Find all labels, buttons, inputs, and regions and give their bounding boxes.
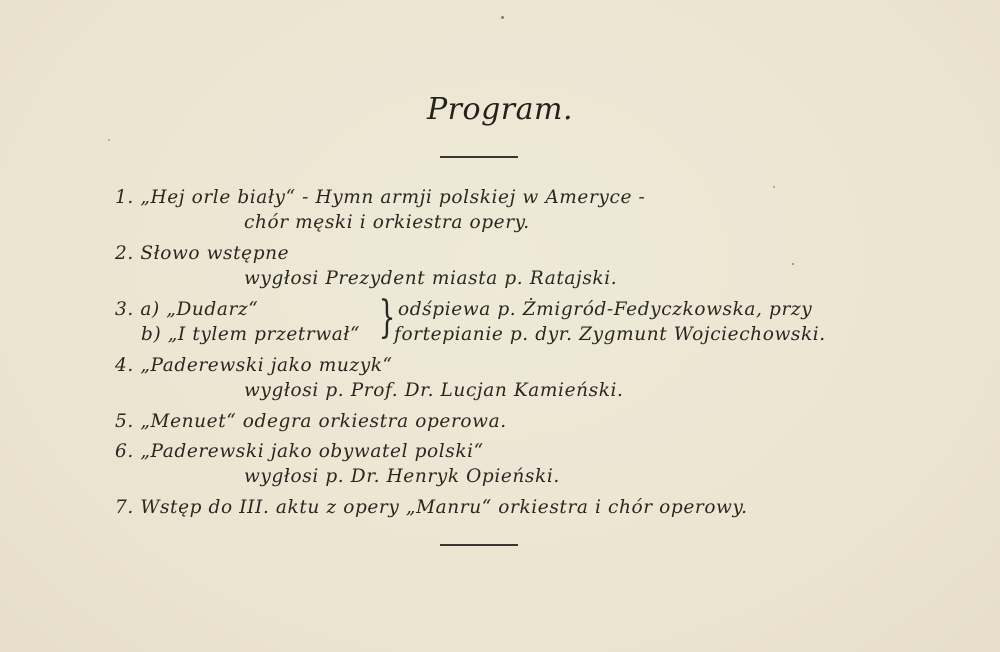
item-number: 6.: [115, 441, 134, 462]
paper-speck: [501, 16, 504, 19]
item-text: Słowo wstępne: [140, 243, 290, 264]
program-item-5: [115, 411, 507, 432]
divider-top: [440, 156, 518, 158]
program-item-7: [115, 497, 748, 518]
paper-speck: [108, 139, 110, 141]
paper-speck: [792, 263, 794, 265]
item-number: 4.: [115, 355, 134, 376]
program-item-2-detail: wygłosi Prezydent miasta p. Ratajski.: [244, 268, 618, 289]
program-item-3-performer-2: fortepianie p. dyr. Zygmunt Wojciechowski.: [394, 324, 826, 345]
item-number: 3.: [115, 299, 134, 320]
program-item-3-performer-1: odśpiewa p. Żmigród-Fedyczkowska, przy: [398, 299, 813, 320]
item-number: 1.: [115, 187, 134, 208]
program-item-4-detail: wygłosi p. Prof. Dr. Lucjan Kamieński.: [244, 380, 624, 401]
brace-symbol: }: [378, 292, 396, 343]
item-number: 2.: [115, 243, 134, 264]
item-text: „Paderewski jako muzyk“: [140, 355, 393, 376]
paper-speck: [773, 186, 775, 188]
program-item-1: [115, 187, 645, 208]
divider-bottom: [440, 544, 518, 546]
item-text: „Paderewski jako obywatel polski“: [140, 441, 484, 462]
program-item-6-detail: wygłosi p. Dr. Henryk Opieński.: [244, 466, 560, 487]
program-item-2: [115, 243, 289, 264]
item-text: „Menuet“ odegra orkiestra operowa.: [140, 411, 507, 432]
item-sub-a: a) „Dudarz“: [140, 299, 259, 320]
program-item-6: [115, 441, 484, 462]
item-number: 5.: [115, 411, 134, 432]
program-item-4: [115, 355, 393, 376]
page-title: Program.: [426, 92, 573, 127]
item-number: 7.: [115, 497, 134, 518]
item-text: „Hej orle biały“ - Hymn armji polskiej w Ameryce -: [140, 187, 646, 208]
program-item-1-detail: chór męski i orkiestra opery.: [244, 212, 530, 233]
program-item-3a: [115, 299, 258, 320]
program-item-3b: b) „I tylem przetrwał“: [141, 324, 361, 345]
item-text: Wstęp do III. aktu z opery „Manru“ orkiestra i chór operowy.: [140, 497, 748, 518]
